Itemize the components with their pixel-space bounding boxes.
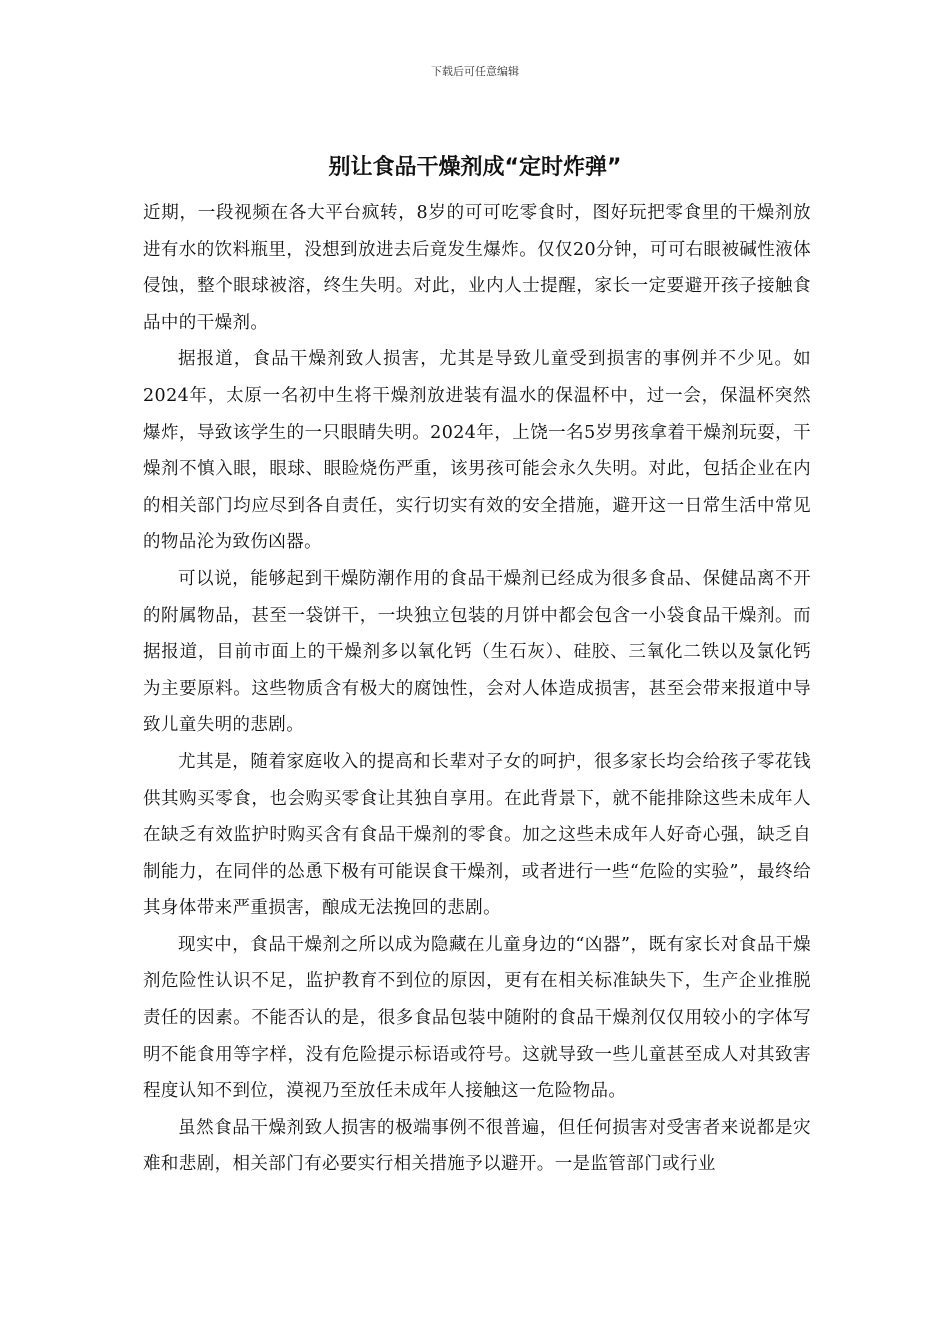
paragraph: 近期，一段视频在各大平台疯转，8岁的可可吃零食时，图好玩把零食里的干燥剂放进有水的饮料瓶里，没想到放进去后竟发生爆炸。仅仅20分钟，可可右眼被碱性液体侵蚀，整个眼球被溶，终生失明。对此，业内人士提醒，家长一定要避开孩子接触食品中的干燥剂。: [143, 203, 811, 333]
paragraph: 据报道，食品干燥剂致人损害，尤其是导致儿童受到损害的事例并不少见。如2024年，太原一名初中生将干燥剂放进装有温水的保温杯中，过一会，保温杯突然爆炸，导致该学生的一只眼睛失明。2024年，上饶一名5岁男孩拿着干燥剂玩耍，干燥剂不慎入眼，眼球、眼睑烧伤严重，该男孩可能会永久失明。对此，包括企业在内的相关部门均应尽到各自责任，实行切实有效的安全措施，避开这一日常生活中常见的物品沦为致伤凶器。: [143, 349, 811, 553]
paragraph: 尤其是，随着家庭收入的提高和长辈对子女的呵护，很多家长均会给孩子零花钱供其购买零食，也会购买零食让其独自享用。在此背景下，就不能排除这些未成年人在缺乏有效监护时购买含有食品干燥剂的零食。加之这些未成年人好奇心强，缺乏自制能力，在同伴的怂恿下极有可能误食干燥剂，或者进行一些“危险的实验”，最终给其身体带来严重损害，酿成无法挽回的悲剧。: [143, 751, 811, 919]
paragraph: 现实中，食品干燥剂之所以成为隐藏在儿童身边的“凶器”，既有家长对食品干燥剂危险性认识不足，监护教育不到位的原因，更有在相关标准缺失下，生产企业推脱责任的因素。不能否认的是，很多食品包装中随附的食品干燥剂仅仅用较小的字体写明不能食用等字样，没有危险提示标语或符号。这就导致一些儿童甚至成人对其致害程度认知不到位，漠视乃至放任未成年人接触这一危险物品。: [143, 934, 811, 1102]
article-body: [143, 195, 811, 1183]
article-title: 别让食品干燥剂成“定时炸弹”: [328, 155, 622, 180]
header-note: 下载后可任意编辑: [431, 65, 519, 78]
paragraph: 可以说，能够起到干燥防潮作用的食品干燥剂已经成为很多食品、保健品离不开的附属物品，甚至一袋饼干，一块独立包装的月饼中都会包含一小袋食品干燥剂。而据报道，目前市面上的干燥剂多以氧化钙（生石灰）、硅胶、三氧化二铁以及氯化钙为主要原料。这些物质含有极大的腐蚀性，会对人体造成损害，甚至会带来报道中导致儿童失明的悲剧。: [143, 568, 811, 736]
paragraph: 虽然食品干燥剂致人损害的极端事例不很普遍，但任何损害对受害者来说都是灾难和悲剧，相关部门有必要实行相关措施予以避开。一是监管部门或行业: [143, 1117, 811, 1175]
